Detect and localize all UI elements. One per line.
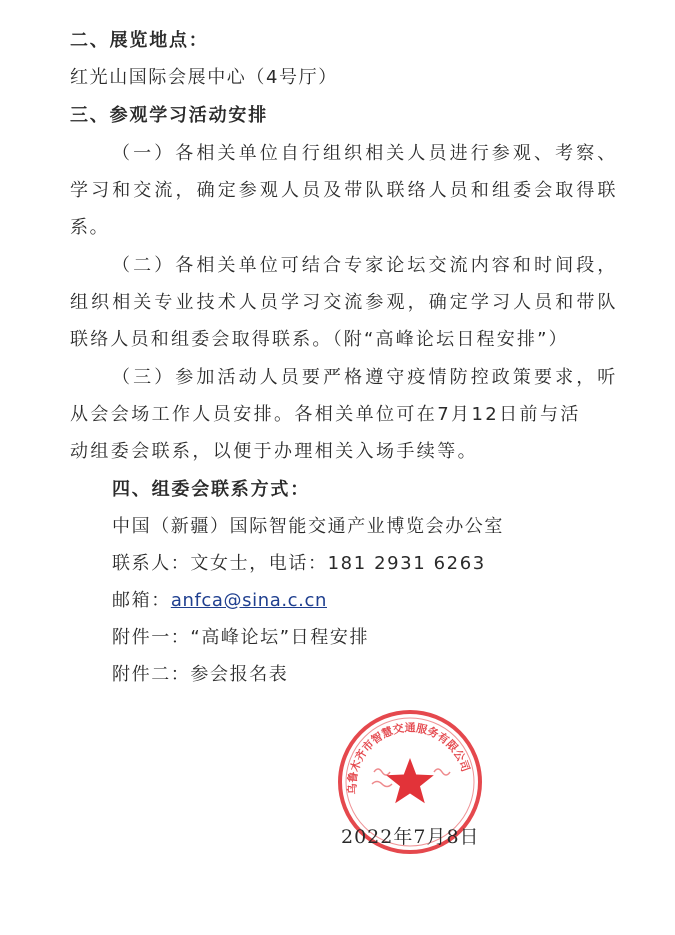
section3-heading: 三、参观学习活动安排 [70,105,268,126]
attachment-1: 附件一：“高峰论坛”日程安排 [112,627,370,648]
item3-line1: （三）参加活动人员要严格遵守疫情防控政策要求，听 [112,367,619,388]
document-date: 2022年7月8日 [341,826,480,848]
item1-line3: 系。 [70,217,110,238]
item3-line3: 动组委会联系，以便于办理相关入场手续等。 [70,441,478,462]
section4-heading: 四、组委会联系方式： [112,479,310,500]
email-line [112,588,327,614]
seal-text: 乌鲁木齐市智慧交通服务有限公司 [345,721,473,795]
item2-line3: 联络人员和组委会取得联系。（附“高峰论坛日程安排”） [70,329,569,350]
item2-line2: 组织相关专业技术人员学习交流参观，确定学习人员和带队 [70,292,619,313]
organizer-office: 中国（新疆）国际智能交通产业博览会办公室 [112,516,504,537]
attachment-2: 附件二：参会报名表 [112,664,289,685]
item1-line1: （一）各相关单位自行组织相关人员进行参观、考察、 [112,143,619,164]
email-link[interactable]: anfca@sina.c.cn [170,590,327,611]
seal-star-icon [386,758,434,803]
contact-person: 联系人：文女士，电话：181 2931 6263 [112,553,486,574]
section2-heading: 二、展览地点： [70,30,209,51]
exhibition-location: 红光山国际会展中心（4号厅） [70,67,338,88]
email-label: 邮箱： [112,590,171,611]
item2-line1: （二）各相关单位可结合专家论坛交流内容和时间段， [112,255,619,276]
item1-line2: 学习和交流，确定参观人员及带队联络人员和组委会取得联 [70,180,619,201]
item3-line2: 从会会场工作人员安排。各相关单位可在7月12日前与活 [70,404,581,425]
